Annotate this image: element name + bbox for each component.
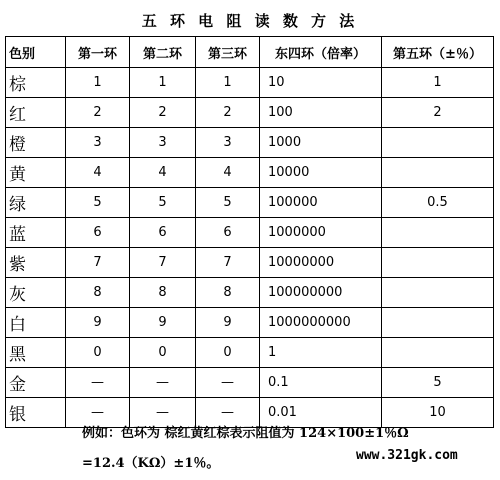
cell-band-2: — (130, 398, 196, 428)
cell-tolerance: 5 (382, 368, 494, 398)
cell-band-2: 7 (130, 248, 196, 278)
cell-band-1: 0 (66, 338, 130, 368)
page-title: 五 环 电 阻 读 数 方 法 (141, 12, 359, 30)
cell-multiplier: 10000000 (260, 248, 382, 278)
cell-band-1: 7 (66, 248, 130, 278)
table-row (6, 278, 494, 308)
cell-band-2: 5 (130, 188, 196, 218)
cell-color-name: 银 (6, 398, 66, 428)
header-band-5-tolerance: 第五环（±％） (382, 37, 494, 68)
cell-color-name: 金 (6, 368, 66, 398)
header-band-2: 第二环 (130, 37, 196, 68)
table-row (6, 248, 494, 278)
table-row (6, 188, 494, 218)
cell-band-2: 4 (130, 158, 196, 188)
cell-band-3: 8 (196, 278, 260, 308)
cell-tolerance (382, 308, 494, 338)
cell-band-2: 2 (130, 98, 196, 128)
cell-band-2: — (130, 368, 196, 398)
cell-band-3: 0 (196, 338, 260, 368)
cell-multiplier: 100000 (260, 188, 382, 218)
cell-band-3: 9 (196, 308, 260, 338)
cell-band-1: — (66, 398, 130, 428)
header-band-4-multiplier: 东四环（倍率） (260, 37, 382, 68)
cell-band-3: 2 (196, 98, 260, 128)
cell-band-1: 4 (66, 158, 130, 188)
cell-tolerance: 0.5 (382, 188, 494, 218)
cell-color-name: 紫 (6, 248, 66, 278)
cell-band-1: 9 (66, 308, 130, 338)
cell-band-2: 3 (130, 128, 196, 158)
cell-band-2: 1 (130, 68, 196, 98)
cell-tolerance: 2 (382, 98, 494, 128)
cell-band-1: — (66, 368, 130, 398)
cell-tolerance: 10 (382, 398, 494, 428)
cell-multiplier: 0.01 (260, 398, 382, 428)
cell-multiplier: 10 (260, 68, 382, 98)
cell-color-name: 绿 (6, 188, 66, 218)
cell-color-name: 黄 (6, 158, 66, 188)
table-row (6, 368, 494, 398)
cell-band-1: 5 (66, 188, 130, 218)
cell-band-3: 3 (196, 128, 260, 158)
cell-band-3: — (196, 368, 260, 398)
cell-color-name: 白 (6, 308, 66, 338)
cell-band-3: 4 (196, 158, 260, 188)
cell-multiplier: 10000 (260, 158, 382, 188)
cell-band-2: 9 (130, 308, 196, 338)
cell-tolerance (382, 218, 494, 248)
cell-band-3: 6 (196, 218, 260, 248)
cell-multiplier: 1000000 (260, 218, 382, 248)
cell-color-name: 黑 (6, 338, 66, 368)
cell-multiplier: 0.1 (260, 368, 382, 398)
cell-band-3: 5 (196, 188, 260, 218)
header-band-1: 第一环 (66, 37, 130, 68)
cell-tolerance (382, 248, 494, 278)
cell-multiplier: 1000 (260, 128, 382, 158)
cell-multiplier: 100000000 (260, 278, 382, 308)
cell-color-name: 红 (6, 98, 66, 128)
cell-band-3: 1 (196, 68, 260, 98)
table-row (6, 68, 494, 98)
table-row (6, 308, 494, 338)
cell-tolerance (382, 128, 494, 158)
cell-tolerance (382, 158, 494, 188)
cell-multiplier: 1 (260, 338, 382, 368)
cell-band-2: 8 (130, 278, 196, 308)
cell-tolerance (382, 278, 494, 308)
cell-band-2: 0 (130, 338, 196, 368)
cell-tolerance (382, 338, 494, 368)
cell-multiplier: 100 (260, 98, 382, 128)
header-color: 色别 (6, 37, 66, 68)
cell-color-name: 橙 (6, 128, 66, 158)
cell-band-1: 3 (66, 128, 130, 158)
example-line-1: 例如：色环为 棕红黄红棕表示阻值为 124×100±1％Ω (82, 426, 409, 441)
cell-band-1: 8 (66, 278, 130, 308)
cell-band-3: 7 (196, 248, 260, 278)
cell-color-name: 棕 (6, 68, 66, 98)
table-row (6, 338, 494, 368)
cell-band-3: — (196, 398, 260, 428)
example-line-2: =12.4（KΩ）±1％。 (82, 456, 220, 471)
cell-color-name: 蓝 (6, 218, 66, 248)
cell-multiplier: 1000000000 (260, 308, 382, 338)
cell-tolerance: 1 (382, 68, 494, 98)
table-row (6, 128, 494, 158)
table-row (6, 158, 494, 188)
website-watermark: www.321gk.com (356, 448, 458, 463)
table-row (6, 98, 494, 128)
table-header-row (6, 37, 494, 68)
cell-color-name: 灰 (6, 278, 66, 308)
resistor-color-code-table (5, 36, 494, 428)
cell-band-1: 2 (66, 98, 130, 128)
cell-band-1: 6 (66, 218, 130, 248)
table-row (6, 218, 494, 248)
cell-band-2: 6 (130, 218, 196, 248)
header-band-3: 第三环 (196, 37, 260, 68)
cell-band-1: 1 (66, 68, 130, 98)
